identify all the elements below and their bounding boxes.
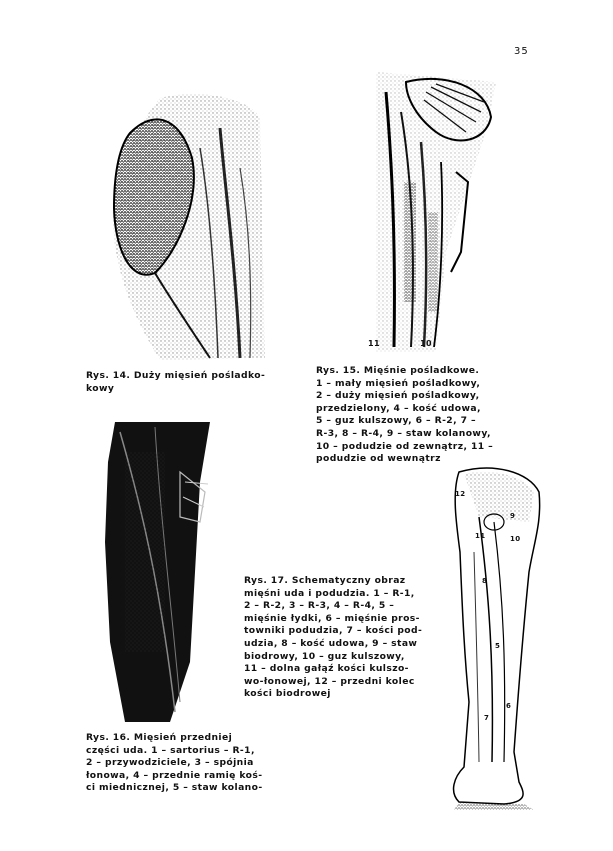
figure-17-label-12: 12 [455, 490, 466, 498]
figure-17-label-10: 10 [510, 535, 521, 543]
figure-17-label-5: 5 [495, 642, 501, 650]
figure-15-label-10: 10 [420, 339, 432, 348]
figure-15-caption: Rys. 15. Mięśnie pośladkowe. 1 – mały mięsień pośladkowy, 2 – duży mięsień pośladkowy, przedzielony, 4 – kość udowa, 5 – guz kulszowy, 6 – R-2, 7 – R-3, 8 – R-4, 9 – staw kolanowy, 10 – podudzie od zewnątrz, 11 – podudzie od wewnątrz [316, 365, 494, 465]
figure-17-label-9: 9 [510, 512, 516, 520]
figure-14-illustration [100, 88, 270, 363]
figure-15-label-11: 11 [368, 339, 380, 348]
figure-17-label-7: 7 [484, 714, 490, 722]
figure-15-illustration [366, 72, 506, 362]
figure-16-caption: Rys. 16. Mięsień przedniej części uda. 1 – sartorius – R-1, 2 – przywodziciele, 3 – spójnia łonowa, 4 – przednie ramię koś- ci miednicznej, 5 – staw kolano- [86, 732, 263, 794]
figure-17-illustration [434, 462, 544, 812]
page-number: 35 [514, 46, 529, 57]
figure-14-caption: Rys. 14. Duży mięsień pośladko- kowy [86, 370, 266, 394]
figure-17-label-11: 11 [475, 532, 486, 540]
figure-17-label-8: 8 [482, 577, 488, 585]
figure-16-illustration [100, 422, 215, 722]
figure-17-caption: Rys. 17. Schematyczny obraz mięśni uda i podudzia. 1 – R-1, 2 – R-2, 3 – R-3, 4 – R-4, 5 – mięśnie łydki, 6 – mięśnie pros- towniki podudzia, 7 – kości pod- udzia, 8 – kość udowa, 9 – staw biodrowy, 10 – guz kulszowy, 11 – dolna gałąź kości kulszo- wo-łonowej, 12 – przedni kolec kości biodrowej [244, 575, 423, 700]
figure-17-label-6: 6 [506, 702, 512, 710]
